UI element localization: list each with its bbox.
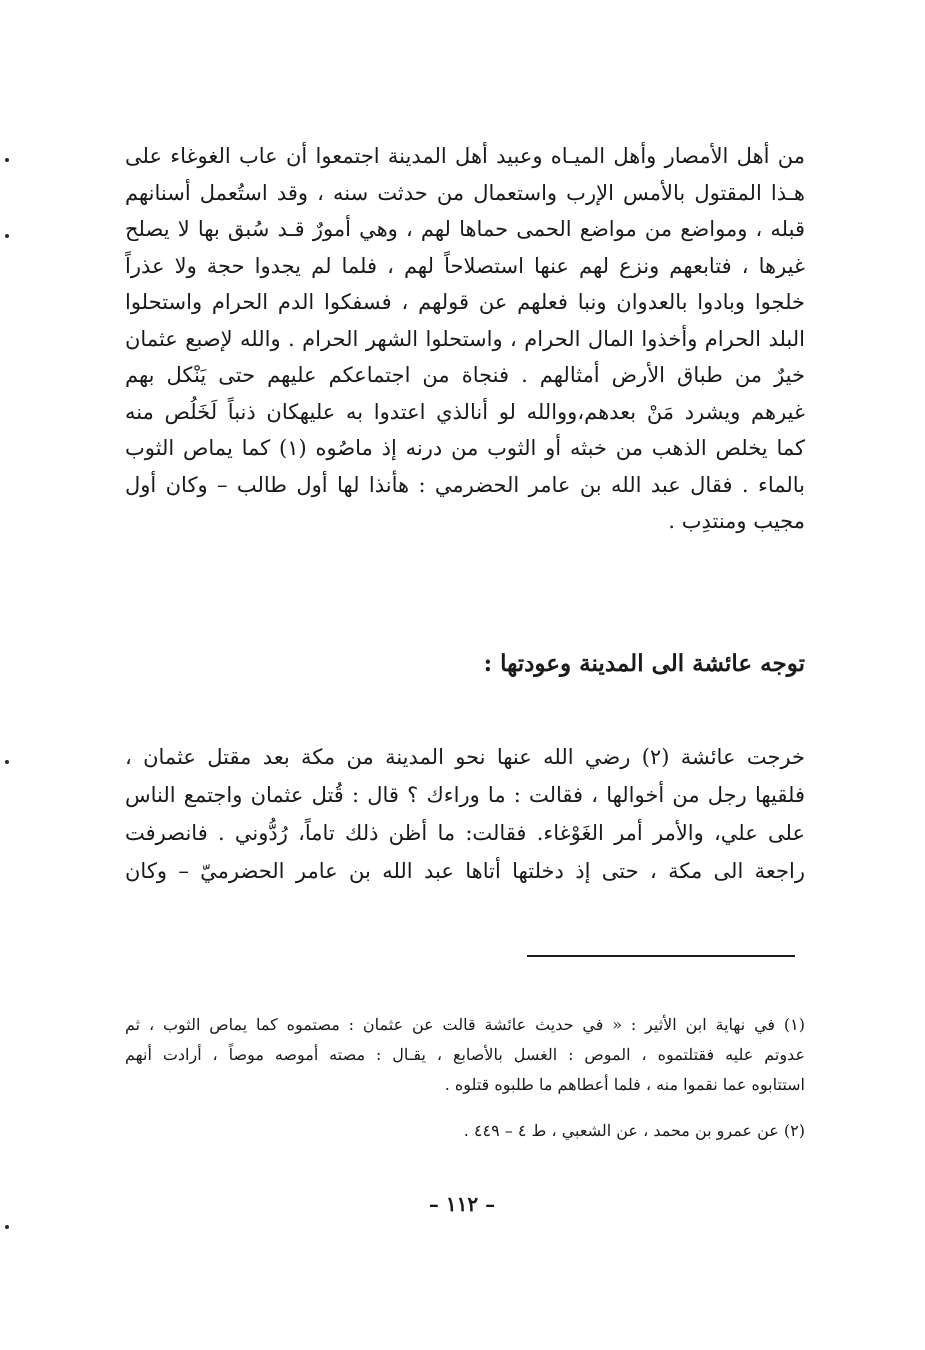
footnotes (125, 1010, 805, 1146)
text-line: بالماء . فقال عبد الله بن عامر الحضرمي : هأنذا لها أول طالب – وكان أول (125, 472, 805, 497)
text-line: راجعة الى مكة ، حتى إذ دخلتها أتاها عبد الله بن عامر الحضرميّ – وكان (125, 859, 805, 883)
text-line: خلجوا وبادوا بالعدوان ونبا فعلهم عن قولهم ، فسفكوا الدم الحرام واستحلوا (125, 290, 805, 314)
text-line: البلد الحرام وأخذوا المال الحرام ، واستحلوا الشهر الحرام . والله لإصبع عثمان (125, 326, 805, 351)
scan-speck (5, 1225, 9, 1229)
text-line: كما يخلص الذهب من خبثه أو الثوب من درنه إذ ماصُوه (١) كما يماص الثوب (125, 436, 805, 460)
footnote-1-line: (١) في نهاية ابن الأثير : « في حديث عائشة قالت عن عثمان : مصتموه كما يماص الثوب ، ثم (125, 1015, 805, 1034)
section-heading: توجه عائشة الى المدينة وعودتها : (483, 650, 805, 677)
text-line: فلقيها رجل من أخوالها ، فقالت : ما وراءك ؟ قال : قُتل عثمان واجتمع الناس (125, 783, 805, 807)
text-line: غيرها ، فتابعهم ونزع لهم عنها استصلاحاً لهم ، فلما لم يجدوا حجة ولا عذراً (125, 253, 805, 278)
text-line: قبله ، ومواضع من مواضع الحمى حماها لهم ، وهي أمورٌ قـد سُبق بها لا يصلح (125, 217, 805, 241)
paragraph-1 (125, 138, 805, 540)
text-line: غيرهم ويشرد مَنْ بعدهم،ووالله لو أنالذي اعتدوا به عليهكان ذنباً لَخَلُص منه (125, 399, 805, 424)
scan-speck (5, 760, 9, 764)
footnote-2: (٢) عن عمرو بن محمد ، عن الشعبي ، ط ٤ – ٤٤٩ . (463, 1121, 805, 1140)
text-line: من أهل الأمصار وأهل الميـاه وعبيد أهل المدينة اجتمعوا أن عاب الغوغاء على (125, 144, 805, 168)
footnote-1-line: استتابوه عما نقموا منه ، فلما أعطاهم ما طلبوه قتلوه . (444, 1075, 805, 1094)
paragraph-2 (125, 738, 805, 890)
page-number: – ١١٢ – (428, 1192, 496, 1216)
scan-speck (5, 234, 9, 238)
footnote-1-line: عدوتم عليه فقتلتموه ، الموص : الغسل بالأصابع ، يقـال : مصته أموصه موصاً ، أرادت أنهم (125, 1045, 805, 1064)
text-line: هـذا المقتول بالأمس الإرب واستعمال من حدثت سنه ، وقد استُعمل أسنانهم (125, 180, 805, 205)
text-line: مجيب ومنتدِب . (668, 509, 805, 533)
scan-speck (5, 158, 9, 162)
text-line: على علي، والأمر أمر الغَوْغاء. فقالت: ما أظن ذلك تاماً، رُدُّوني . فانصرفت (125, 821, 805, 845)
text-line: خرجت عائشة (٢) رضي الله عنها نحو المدينة من مكة بعد مقتل عثمان ، (125, 745, 805, 769)
text-line: خيرٌ من طباق الأرض أمثالهم . فنجاة من اجتماعكم عليهم حتى يَنْكل بهم (125, 363, 805, 387)
footnote-divider (527, 955, 795, 957)
